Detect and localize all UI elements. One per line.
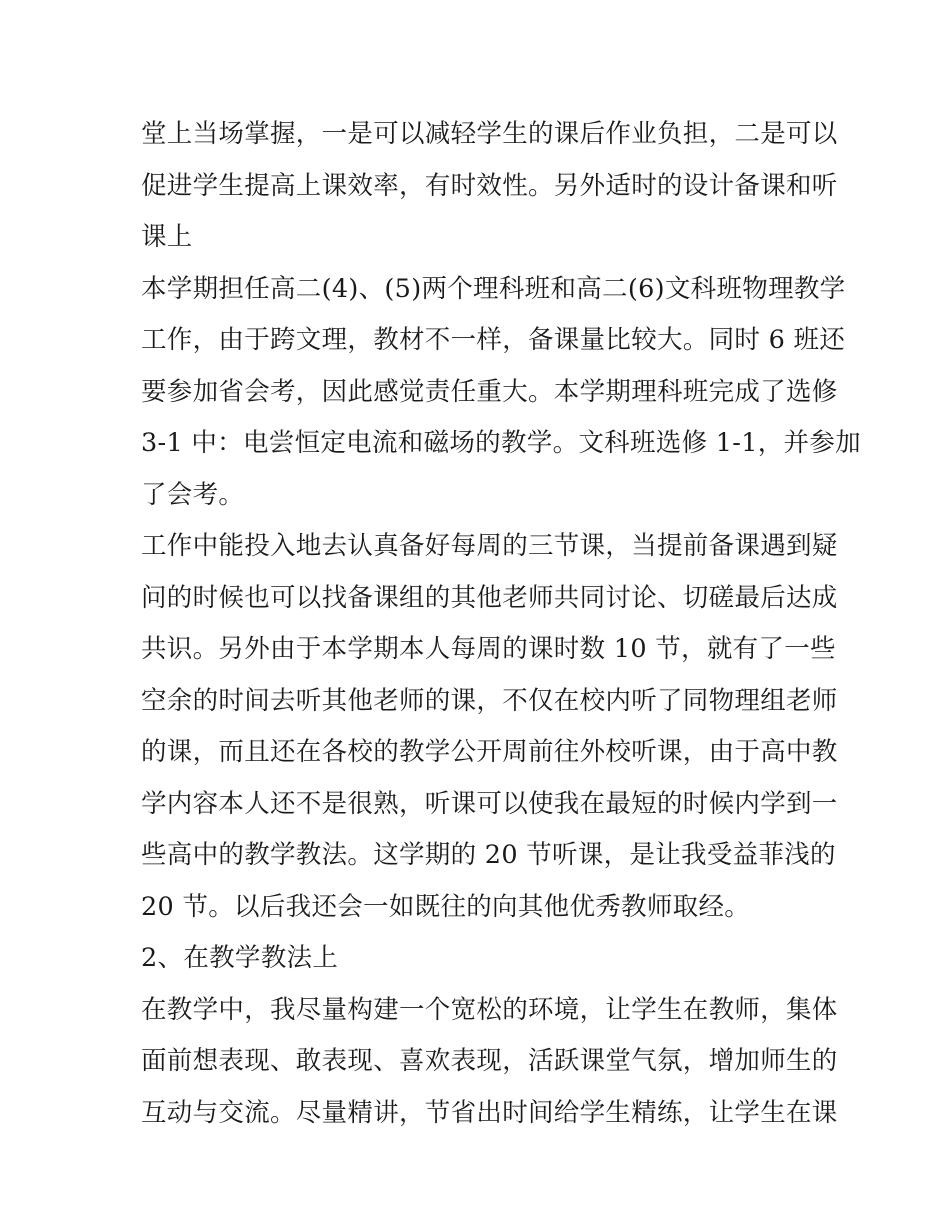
text-line: 本学期担任高二(4)、(5)两个理科班和高二(6)文科班物理教学 [141, 273, 846, 304]
text-line: 在教学中，我尽量构建一个宽松的环境，让学生在教师，集体 [141, 994, 838, 1025]
text-line: 促进学生提高上课效率，有时效性。另外适时的设计备课和听 [141, 170, 838, 201]
text-line: 工作，由于跨文理，教材不一样，备课量比较大。同时 6 班还 [141, 325, 846, 355]
text-line: 空余的时间去听其他老师的课，不仅在校内听了同物理组老师 [141, 685, 838, 716]
text-line: 学内容本人还不是很熟，听课可以使我在最短的时候内学到一 [141, 788, 838, 819]
text-line: 互动与交流。尽量精讲，节省出时间给学生精练，让学生在课 [141, 1097, 838, 1128]
text-line: 20 节。以后我还会一如既往的向其他优秀教师取经。 [141, 891, 751, 922]
text-line: 些高中的教学教法。这学期的 20 节听课，是让我受益菲浅的 [141, 840, 836, 870]
text-line: 3-1 中：电尝恒定电流和磁场的教学。文科班选修 1-1，并参加 [141, 428, 861, 458]
text-line: 堂上当场掌握，一是可以减轻学生的课后作业负担，二是可以 [141, 119, 838, 149]
section-heading: 2、在教学教法上 [141, 943, 339, 973]
text-line: 问的时候也可以找备课组的其他老师共同讨论、切磋最后达成 [141, 582, 838, 613]
text-line: 共识。另外由于本学期本人每周的课时数 10 节，就有了一些 [141, 634, 836, 664]
text-line: 面前想表现、敢表现、喜欢表现，活跃课堂气氛，增加师生的 [141, 1046, 838, 1076]
text-line: 要参加省会考，因此感觉责任重大。本学期理科班完成了选修 [141, 376, 838, 407]
document-body [141, 109, 861, 1139]
text-line: 课上 [141, 222, 193, 252]
text-line: 的课，而且还在各校的教学公开周前往外校听课，由于高中教 [141, 737, 838, 767]
text-line: 了会考。 [141, 479, 245, 510]
text-line: 工作中能投入地去认真备好每周的三节课，当提前备课遇到疑 [141, 531, 838, 561]
